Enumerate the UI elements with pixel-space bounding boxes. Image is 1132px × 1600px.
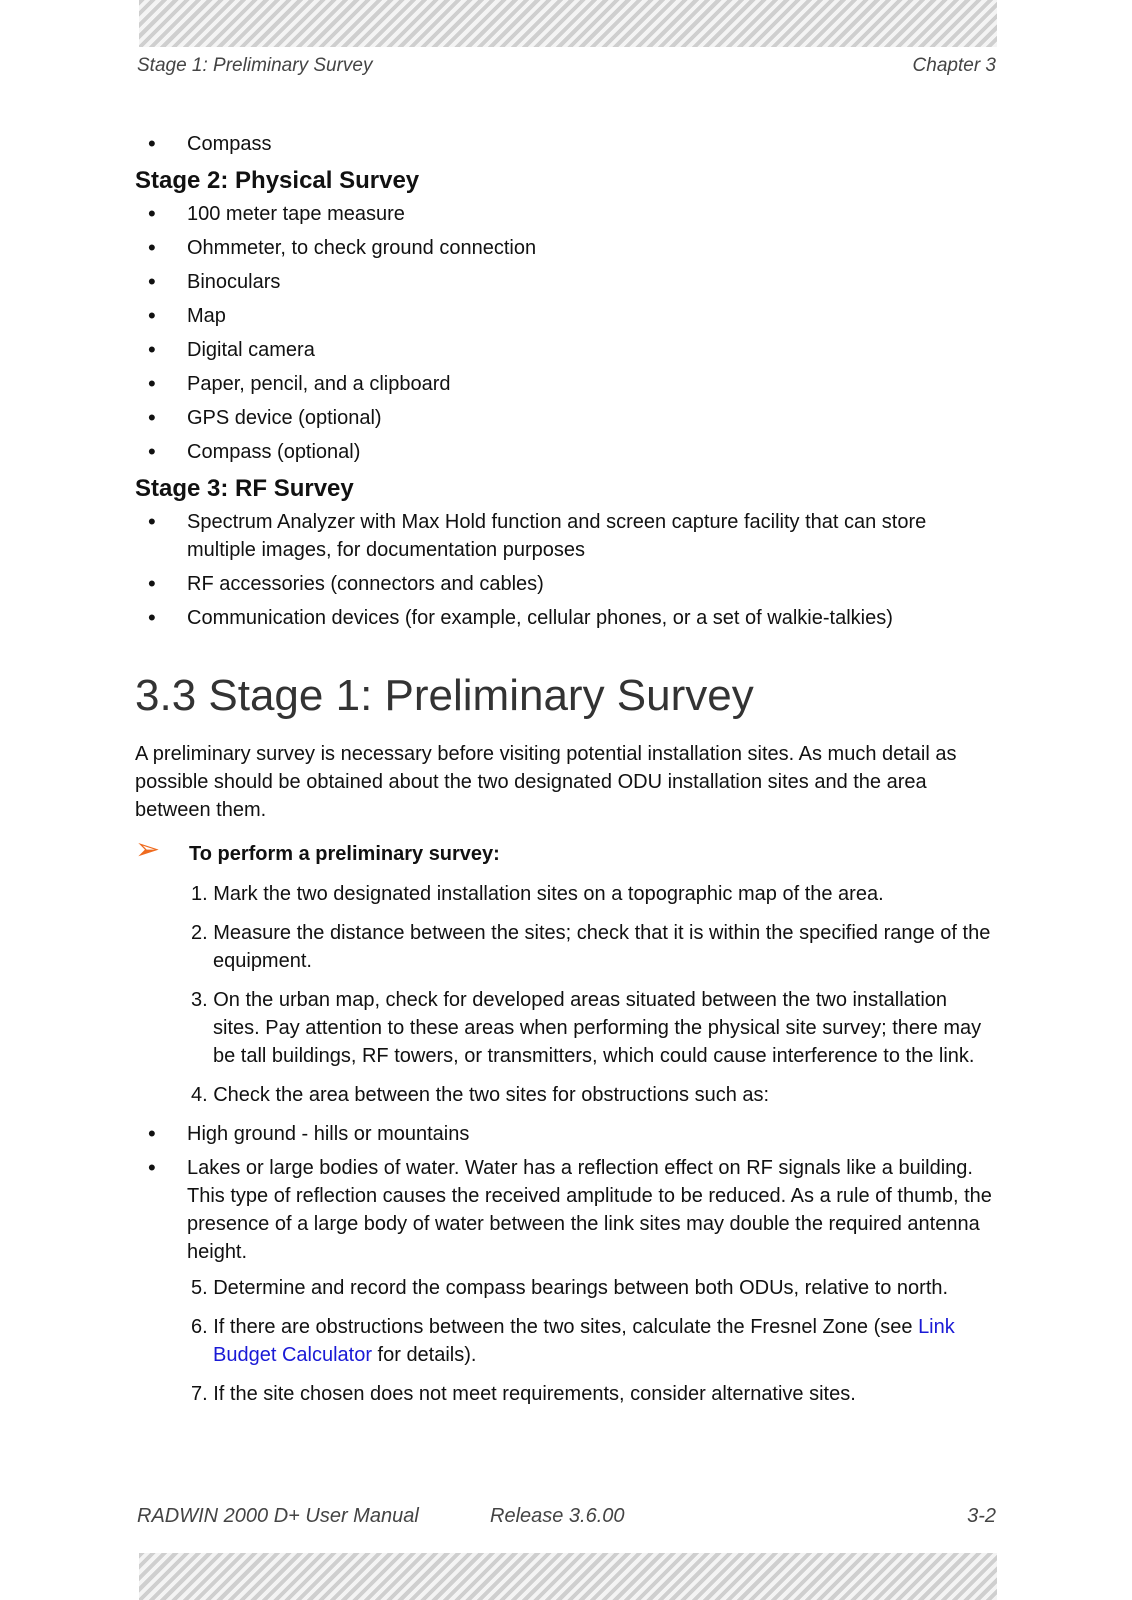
stage2-list — [135, 200, 995, 466]
obstruction-list — [135, 1120, 995, 1266]
arrow-right-icon: ➢ — [135, 833, 161, 866]
step6-text-end: for details). — [371, 1344, 477, 1366]
footer-release: Release 3.6.00 — [490, 1505, 625, 1527]
list-item: • High ground - hills or mountains — [135, 1120, 995, 1148]
list-item: • Compass — [135, 130, 995, 158]
stage3-heading: Stage 3: RF Survey — [135, 475, 354, 502]
step-item: 7. If the site chosen does not meet requirements, consider alternative sites. — [191, 1383, 856, 1405]
header-chapter-number: Chapter 3 — [912, 55, 996, 76]
list-item: • GPS device (optional) — [135, 404, 995, 432]
step6-text: 6. If there are obstructions between the two sites, calculate the Fresnel Zone (see — [191, 1316, 919, 1338]
list-item: • Binoculars — [135, 268, 995, 296]
footer-page-number: 3-2 — [967, 1505, 996, 1527]
list-item: • RF accessories (connectors and cables) — [135, 570, 995, 598]
header-hatch-band — [139, 0, 997, 47]
header-chapter-section: Stage 1: Preliminary Survey — [137, 55, 373, 76]
step-item — [135, 1313, 995, 1369]
continued-list — [135, 130, 995, 158]
footer-manual-title: RADWIN 2000 D+ User Manual — [137, 1505, 419, 1527]
list-item: • 100 meter tape measure — [135, 200, 995, 228]
footer-hatch-band — [139, 1553, 997, 1600]
list-item: • Spectrum Analyzer with Max Hold function and screen capture facility that can store multiple images, for documentation purposes — [135, 508, 995, 564]
list-item: • Lakes or large bodies of water. Water has a reflection effect on RF signals like a building. This type of reflection causes the received amplitude to be reduced. As a rule of thumb, the presence of a large body of water between the link sites may double the required antenna height. — [135, 1154, 995, 1266]
step-item: 2. Measure the distance between the sites; check that it is within the specified range of the equipment. — [191, 922, 991, 972]
list-item: • Ohmmeter, to check ground connection — [135, 234, 995, 262]
step-item: 5. Determine and record the compass bearings between both ODUs, relative to north. — [191, 1277, 949, 1299]
page-content — [135, 130, 995, 1419]
procedure-title: To perform a preliminary survey: — [189, 843, 500, 865]
list-item: • Digital camera — [135, 336, 995, 364]
list-item: • Communication devices (for example, cellular phones, or a set of walkie-talkies) — [135, 604, 995, 632]
step-item: 4. Check the area between the two sites for obstructions such as: — [191, 1084, 770, 1106]
procedure-steps — [135, 880, 995, 1109]
list-item: • Paper, pencil, and a clipboard — [135, 370, 995, 398]
procedure-steps-continued — [135, 1274, 995, 1408]
list-item: • Map — [135, 302, 995, 330]
procedure-heading — [135, 833, 995, 868]
step-item: 1. Mark the two designated installation sites on a topographic map of the area. — [191, 883, 884, 905]
list-item: • Compass (optional) — [135, 438, 995, 466]
stage2-heading: Stage 2: Physical Survey — [135, 167, 420, 194]
section-intro: A preliminary survey is necessary before visiting potential installation sites. As much detail as possible should be obtained about the two designated ODU installation sites and the area between them. — [135, 743, 957, 821]
stage3-list — [135, 508, 995, 632]
link-budget-calculator-link[interactable]: Link Budget Calculator — [213, 1316, 955, 1366]
section-title: 3.3 Stage 1: Preliminary Survey — [135, 671, 754, 720]
step-item: 3. On the urban map, check for developed areas situated between the two installation sites. Pay attention to these areas when performing the physical site survey; there may be tall buildings, RF towers, or transmitters, which could cause interference to the link. — [191, 989, 982, 1067]
